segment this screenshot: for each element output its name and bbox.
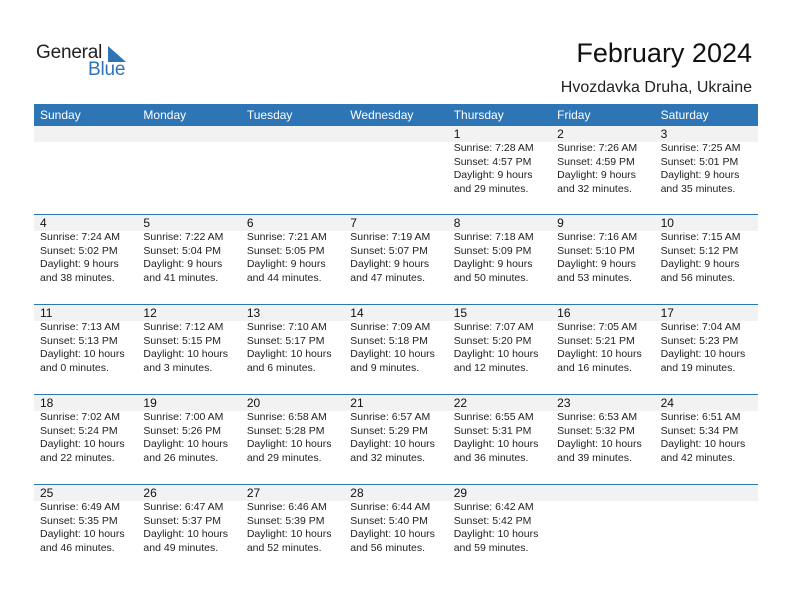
day-number: 17 bbox=[660, 306, 674, 320]
sunset-text: Sunset: 5:20 PM bbox=[453, 334, 532, 347]
week-cells bbox=[34, 395, 758, 465]
day-cell bbox=[344, 485, 447, 555]
sunrise-text: Sunrise: 6:53 AM bbox=[557, 411, 638, 423]
day-number: 23 bbox=[557, 396, 571, 410]
sunset-text: Sunset: 5:09 PM bbox=[453, 244, 532, 257]
daylight-minutes-text: and 32 minutes. bbox=[557, 182, 632, 195]
week-cells bbox=[34, 126, 758, 196]
daylight-minutes-text: and 9 minutes. bbox=[350, 361, 420, 374]
day-cell bbox=[241, 395, 344, 465]
day-number: 28 bbox=[350, 486, 364, 500]
day-cell bbox=[551, 305, 654, 375]
sunrise-text: Sunrise: 7:25 AM bbox=[660, 142, 741, 154]
day-number: 18 bbox=[40, 396, 54, 410]
day-number: 10 bbox=[660, 216, 674, 230]
sunset-text: Sunset: 5:04 PM bbox=[143, 244, 222, 257]
sunset-text: Sunset: 5:40 PM bbox=[350, 514, 428, 527]
daylight-minutes-text: and 53 minutes. bbox=[557, 271, 632, 284]
day-cell bbox=[655, 215, 758, 285]
sunrise-text: Sunrise: 7:21 AM bbox=[246, 231, 327, 243]
weekday-saturday: Saturday bbox=[660, 108, 709, 122]
daylight-hours-text: Daylight: 10 hours bbox=[350, 348, 435, 361]
calendar-weeks bbox=[34, 126, 758, 574]
sunrise-text: Sunrise: 7:15 AM bbox=[660, 231, 741, 243]
calendar bbox=[34, 104, 758, 574]
daylight-minutes-text: and 46 minutes. bbox=[40, 541, 115, 554]
daylight-minutes-text: and 56 minutes. bbox=[660, 271, 736, 284]
sunrise-text: Sunrise: 7:19 AM bbox=[350, 231, 431, 243]
daylight-minutes-text: and 36 minutes. bbox=[453, 451, 529, 464]
daylight-hours-text: Daylight: 10 hours bbox=[453, 438, 539, 451]
week-cells bbox=[34, 305, 758, 375]
sunrise-text: Sunrise: 6:57 AM bbox=[350, 411, 431, 423]
sunset-text: Sunset: 5:10 PM bbox=[557, 244, 635, 257]
day-cell bbox=[655, 126, 758, 196]
daylight-hours-text: Daylight: 10 hours bbox=[660, 348, 746, 361]
daylight-hours-text: Daylight: 9 hours bbox=[143, 258, 223, 271]
weekday-thursday: Thursday bbox=[453, 108, 504, 122]
sunrise-text: Sunrise: 6:58 AM bbox=[246, 411, 327, 423]
daylight-minutes-text: and 42 minutes. bbox=[660, 451, 736, 464]
sunset-text: Sunset: 5:31 PM bbox=[453, 424, 532, 437]
logo-text-general: General bbox=[36, 42, 103, 63]
day-cell bbox=[34, 485, 137, 555]
sunset-text: Sunset: 5:35 PM bbox=[40, 514, 118, 527]
sunrise-text: Sunrise: 6:55 AM bbox=[453, 411, 534, 423]
sunrise-text: Sunrise: 7:26 AM bbox=[557, 142, 638, 154]
day-number: 12 bbox=[143, 306, 157, 320]
daylight-hours-text: Daylight: 10 hours bbox=[40, 348, 125, 361]
sunrise-text: Sunrise: 7:09 AM bbox=[350, 321, 431, 333]
day-cell bbox=[551, 215, 654, 285]
empty-day-cell bbox=[34, 126, 137, 196]
day-cell bbox=[137, 305, 240, 375]
daylight-hours-text: Daylight: 10 hours bbox=[453, 348, 539, 361]
day-cell bbox=[655, 305, 758, 375]
daylight-hours-text: Daylight: 9 hours bbox=[660, 169, 740, 182]
day-cell bbox=[241, 215, 344, 285]
daylight-minutes-text: and 0 minutes. bbox=[40, 361, 109, 374]
day-number: 24 bbox=[660, 396, 674, 410]
daylight-minutes-text: and 52 minutes. bbox=[246, 541, 322, 554]
daylight-hours-text: Daylight: 10 hours bbox=[660, 438, 746, 451]
sunset-text: Sunset: 5:39 PM bbox=[246, 514, 325, 527]
day-cell bbox=[448, 215, 551, 285]
sunset-text: Sunset: 5:29 PM bbox=[350, 424, 428, 437]
daylight-hours-text: Daylight: 9 hours bbox=[660, 258, 740, 271]
day-number: 26 bbox=[143, 486, 157, 500]
sunrise-text: Sunrise: 7:13 AM bbox=[40, 321, 120, 333]
calendar-week-row bbox=[34, 304, 758, 394]
daylight-minutes-text: and 39 minutes. bbox=[557, 451, 632, 464]
logo bbox=[36, 42, 136, 82]
sunrise-text: Sunrise: 7:28 AM bbox=[453, 142, 534, 154]
day-number: 3 bbox=[660, 127, 668, 141]
sunset-text: Sunset: 5:32 PM bbox=[557, 424, 635, 437]
sunset-text: Sunset: 5:24 PM bbox=[40, 424, 118, 437]
empty-day-cell bbox=[344, 126, 447, 196]
day-number: 9 bbox=[557, 216, 564, 230]
day-cell bbox=[137, 215, 240, 285]
day-number: 16 bbox=[557, 306, 571, 320]
empty-day-cell bbox=[137, 126, 240, 196]
daylight-minutes-text: and 32 minutes. bbox=[350, 451, 425, 464]
daylight-minutes-text: and 41 minutes. bbox=[143, 271, 219, 284]
day-number: 20 bbox=[246, 396, 261, 410]
daylight-minutes-text: and 59 minutes. bbox=[453, 541, 529, 554]
day-number: 2 bbox=[557, 127, 564, 141]
daylight-minutes-text: and 26 minutes. bbox=[143, 451, 219, 464]
empty-day-cell bbox=[551, 485, 654, 555]
day-cell bbox=[448, 395, 551, 465]
day-cell bbox=[34, 215, 137, 285]
day-cell bbox=[344, 215, 447, 285]
day-number: 6 bbox=[246, 216, 254, 230]
day-cell bbox=[448, 305, 551, 375]
sunset-text: Sunset: 5:18 PM bbox=[350, 334, 428, 347]
daylight-minutes-text: and 44 minutes. bbox=[246, 271, 322, 284]
day-number: 25 bbox=[40, 486, 54, 500]
daylight-minutes-text: and 50 minutes. bbox=[453, 271, 529, 284]
location-subtitle: Hvozdavka Druha, Ukraine bbox=[560, 79, 752, 96]
day-cell bbox=[241, 305, 344, 375]
daylight-hours-text: Daylight: 9 hours bbox=[453, 169, 533, 182]
week-cells bbox=[34, 485, 758, 555]
daylight-minutes-text: and 19 minutes. bbox=[660, 361, 736, 374]
day-number: 13 bbox=[246, 306, 261, 320]
daylight-hours-text: Daylight: 10 hours bbox=[40, 528, 125, 541]
calendar-week-row bbox=[34, 214, 758, 304]
weekday-friday: Friday bbox=[557, 108, 591, 122]
day-cell bbox=[344, 305, 447, 375]
daylight-hours-text: Daylight: 9 hours bbox=[557, 258, 636, 271]
day-number: 29 bbox=[453, 486, 468, 500]
day-number: 22 bbox=[453, 396, 468, 410]
sunset-text: Sunset: 5:12 PM bbox=[660, 244, 739, 257]
sunrise-text: Sunrise: 6:44 AM bbox=[350, 501, 431, 513]
daylight-hours-text: Daylight: 9 hours bbox=[350, 258, 430, 271]
sunrise-text: Sunrise: 7:02 AM bbox=[40, 411, 120, 423]
daylight-minutes-text: and 6 minutes. bbox=[246, 361, 316, 374]
weekday-tuesday: Tuesday bbox=[246, 108, 293, 122]
daylight-minutes-text: and 16 minutes. bbox=[557, 361, 632, 374]
day-number: 27 bbox=[246, 486, 261, 500]
weekday-wednesday: Wednesday bbox=[350, 108, 414, 122]
calendar-week-row bbox=[34, 484, 758, 574]
daylight-hours-text: Daylight: 10 hours bbox=[453, 528, 539, 541]
sunrise-text: Sunrise: 6:46 AM bbox=[246, 501, 327, 513]
daylight-hours-text: Daylight: 10 hours bbox=[350, 528, 435, 541]
daylight-minutes-text: and 47 minutes. bbox=[350, 271, 425, 284]
daylight-hours-text: Daylight: 10 hours bbox=[246, 348, 332, 361]
sunrise-text: Sunrise: 7:04 AM bbox=[660, 321, 741, 333]
day-number: 14 bbox=[350, 306, 364, 320]
day-number: 5 bbox=[143, 216, 151, 230]
day-cell bbox=[551, 126, 654, 196]
sunrise-text: Sunrise: 7:22 AM bbox=[143, 231, 224, 243]
weekday-monday: Monday bbox=[143, 108, 187, 122]
weekday-sunday: Sunday bbox=[40, 108, 81, 122]
sunrise-text: Sunrise: 6:42 AM bbox=[453, 501, 534, 513]
sunset-text: Sunset: 5:01 PM bbox=[660, 155, 739, 168]
sunrise-text: Sunrise: 7:12 AM bbox=[143, 321, 224, 333]
daylight-hours-text: Daylight: 10 hours bbox=[143, 438, 229, 451]
daylight-hours-text: Daylight: 10 hours bbox=[557, 438, 642, 451]
sunset-text: Sunset: 5:23 PM bbox=[660, 334, 739, 347]
sunrise-text: Sunrise: 7:16 AM bbox=[557, 231, 638, 243]
sunrise-text: Sunrise: 7:18 AM bbox=[453, 231, 534, 243]
empty-day-cell bbox=[241, 126, 344, 196]
day-number: 19 bbox=[143, 396, 157, 410]
day-number: 15 bbox=[453, 306, 468, 320]
day-cell bbox=[551, 395, 654, 465]
daylight-minutes-text: and 29 minutes. bbox=[246, 451, 322, 464]
sunrise-text: Sunrise: 6:47 AM bbox=[143, 501, 224, 513]
day-number: 11 bbox=[40, 306, 53, 320]
day-number: 4 bbox=[40, 216, 47, 230]
daylight-minutes-text: and 3 minutes. bbox=[143, 361, 213, 374]
sunset-text: Sunset: 5:02 PM bbox=[40, 244, 118, 257]
daylight-hours-text: Daylight: 10 hours bbox=[350, 438, 435, 451]
daylight-hours-text: Daylight: 9 hours bbox=[557, 169, 636, 182]
daylight-minutes-text: and 56 minutes. bbox=[350, 541, 425, 554]
sunset-text: Sunset: 5:42 PM bbox=[453, 514, 532, 527]
day-cell bbox=[137, 485, 240, 555]
daylight-hours-text: Daylight: 10 hours bbox=[40, 438, 125, 451]
daylight-minutes-text: and 49 minutes. bbox=[143, 541, 219, 554]
sunset-text: Sunset: 4:57 PM bbox=[453, 155, 532, 168]
daylight-hours-text: Daylight: 10 hours bbox=[246, 438, 332, 451]
sunrise-text: Sunrise: 6:51 AM bbox=[660, 411, 741, 423]
sunset-text: Sunset: 4:59 PM bbox=[557, 155, 635, 168]
calendar-week-row bbox=[34, 394, 758, 484]
day-cell bbox=[34, 305, 137, 375]
sunset-text: Sunset: 5:26 PM bbox=[143, 424, 222, 437]
day-number: 8 bbox=[453, 216, 461, 230]
sunset-text: Sunset: 5:13 PM bbox=[40, 334, 118, 347]
daylight-hours-text: Daylight: 9 hours bbox=[40, 258, 119, 271]
sunrise-text: Sunrise: 6:49 AM bbox=[40, 501, 120, 513]
daylight-minutes-text: and 29 minutes. bbox=[453, 182, 529, 195]
sunset-text: Sunset: 5:05 PM bbox=[246, 244, 325, 257]
sunrise-text: Sunrise: 7:24 AM bbox=[40, 231, 120, 243]
day-cell bbox=[34, 395, 137, 465]
daylight-minutes-text: and 12 minutes. bbox=[453, 361, 529, 374]
day-number: 1 bbox=[453, 127, 461, 141]
day-cell bbox=[137, 395, 240, 465]
sunset-text: Sunset: 5:34 PM bbox=[660, 424, 739, 437]
day-cell bbox=[448, 485, 551, 555]
daylight-hours-text: Daylight: 10 hours bbox=[246, 528, 332, 541]
daylight-minutes-text: and 22 minutes. bbox=[40, 451, 115, 464]
sunrise-text: Sunrise: 7:07 AM bbox=[453, 321, 534, 333]
sunset-text: Sunset: 5:37 PM bbox=[143, 514, 222, 527]
sunset-text: Sunset: 5:17 PM bbox=[246, 334, 325, 347]
day-cell bbox=[344, 395, 447, 465]
sunset-text: Sunset: 5:15 PM bbox=[143, 334, 222, 347]
daylight-minutes-text: and 38 minutes. bbox=[40, 271, 115, 284]
sunrise-text: Sunrise: 7:05 AM bbox=[557, 321, 638, 333]
weekday-header bbox=[34, 104, 758, 126]
sunset-text: Sunset: 5:28 PM bbox=[246, 424, 325, 437]
day-number: 21 bbox=[350, 396, 364, 410]
daylight-hours-text: Daylight: 10 hours bbox=[143, 348, 229, 361]
sunset-text: Sunset: 5:07 PM bbox=[350, 244, 428, 257]
logo-text-blue: Blue bbox=[88, 59, 126, 80]
sunrise-text: Sunrise: 7:10 AM bbox=[246, 321, 327, 333]
day-cell bbox=[448, 126, 551, 196]
day-cell bbox=[655, 395, 758, 465]
calendar-week-row bbox=[34, 126, 758, 214]
daylight-minutes-text: and 35 minutes. bbox=[660, 182, 736, 195]
page-title: February 2024 bbox=[576, 38, 752, 68]
daylight-hours-text: Daylight: 9 hours bbox=[453, 258, 533, 271]
daylight-hours-text: Daylight: 10 hours bbox=[557, 348, 642, 361]
day-cell bbox=[241, 485, 344, 555]
daylight-hours-text: Daylight: 10 hours bbox=[143, 528, 229, 541]
empty-day-cell bbox=[655, 485, 758, 555]
day-number: 7 bbox=[350, 216, 357, 230]
sunrise-text: Sunrise: 7:00 AM bbox=[143, 411, 224, 423]
sunset-text: Sunset: 5:21 PM bbox=[557, 334, 635, 347]
daylight-hours-text: Daylight: 9 hours bbox=[246, 258, 326, 271]
week-cells bbox=[34, 215, 758, 285]
